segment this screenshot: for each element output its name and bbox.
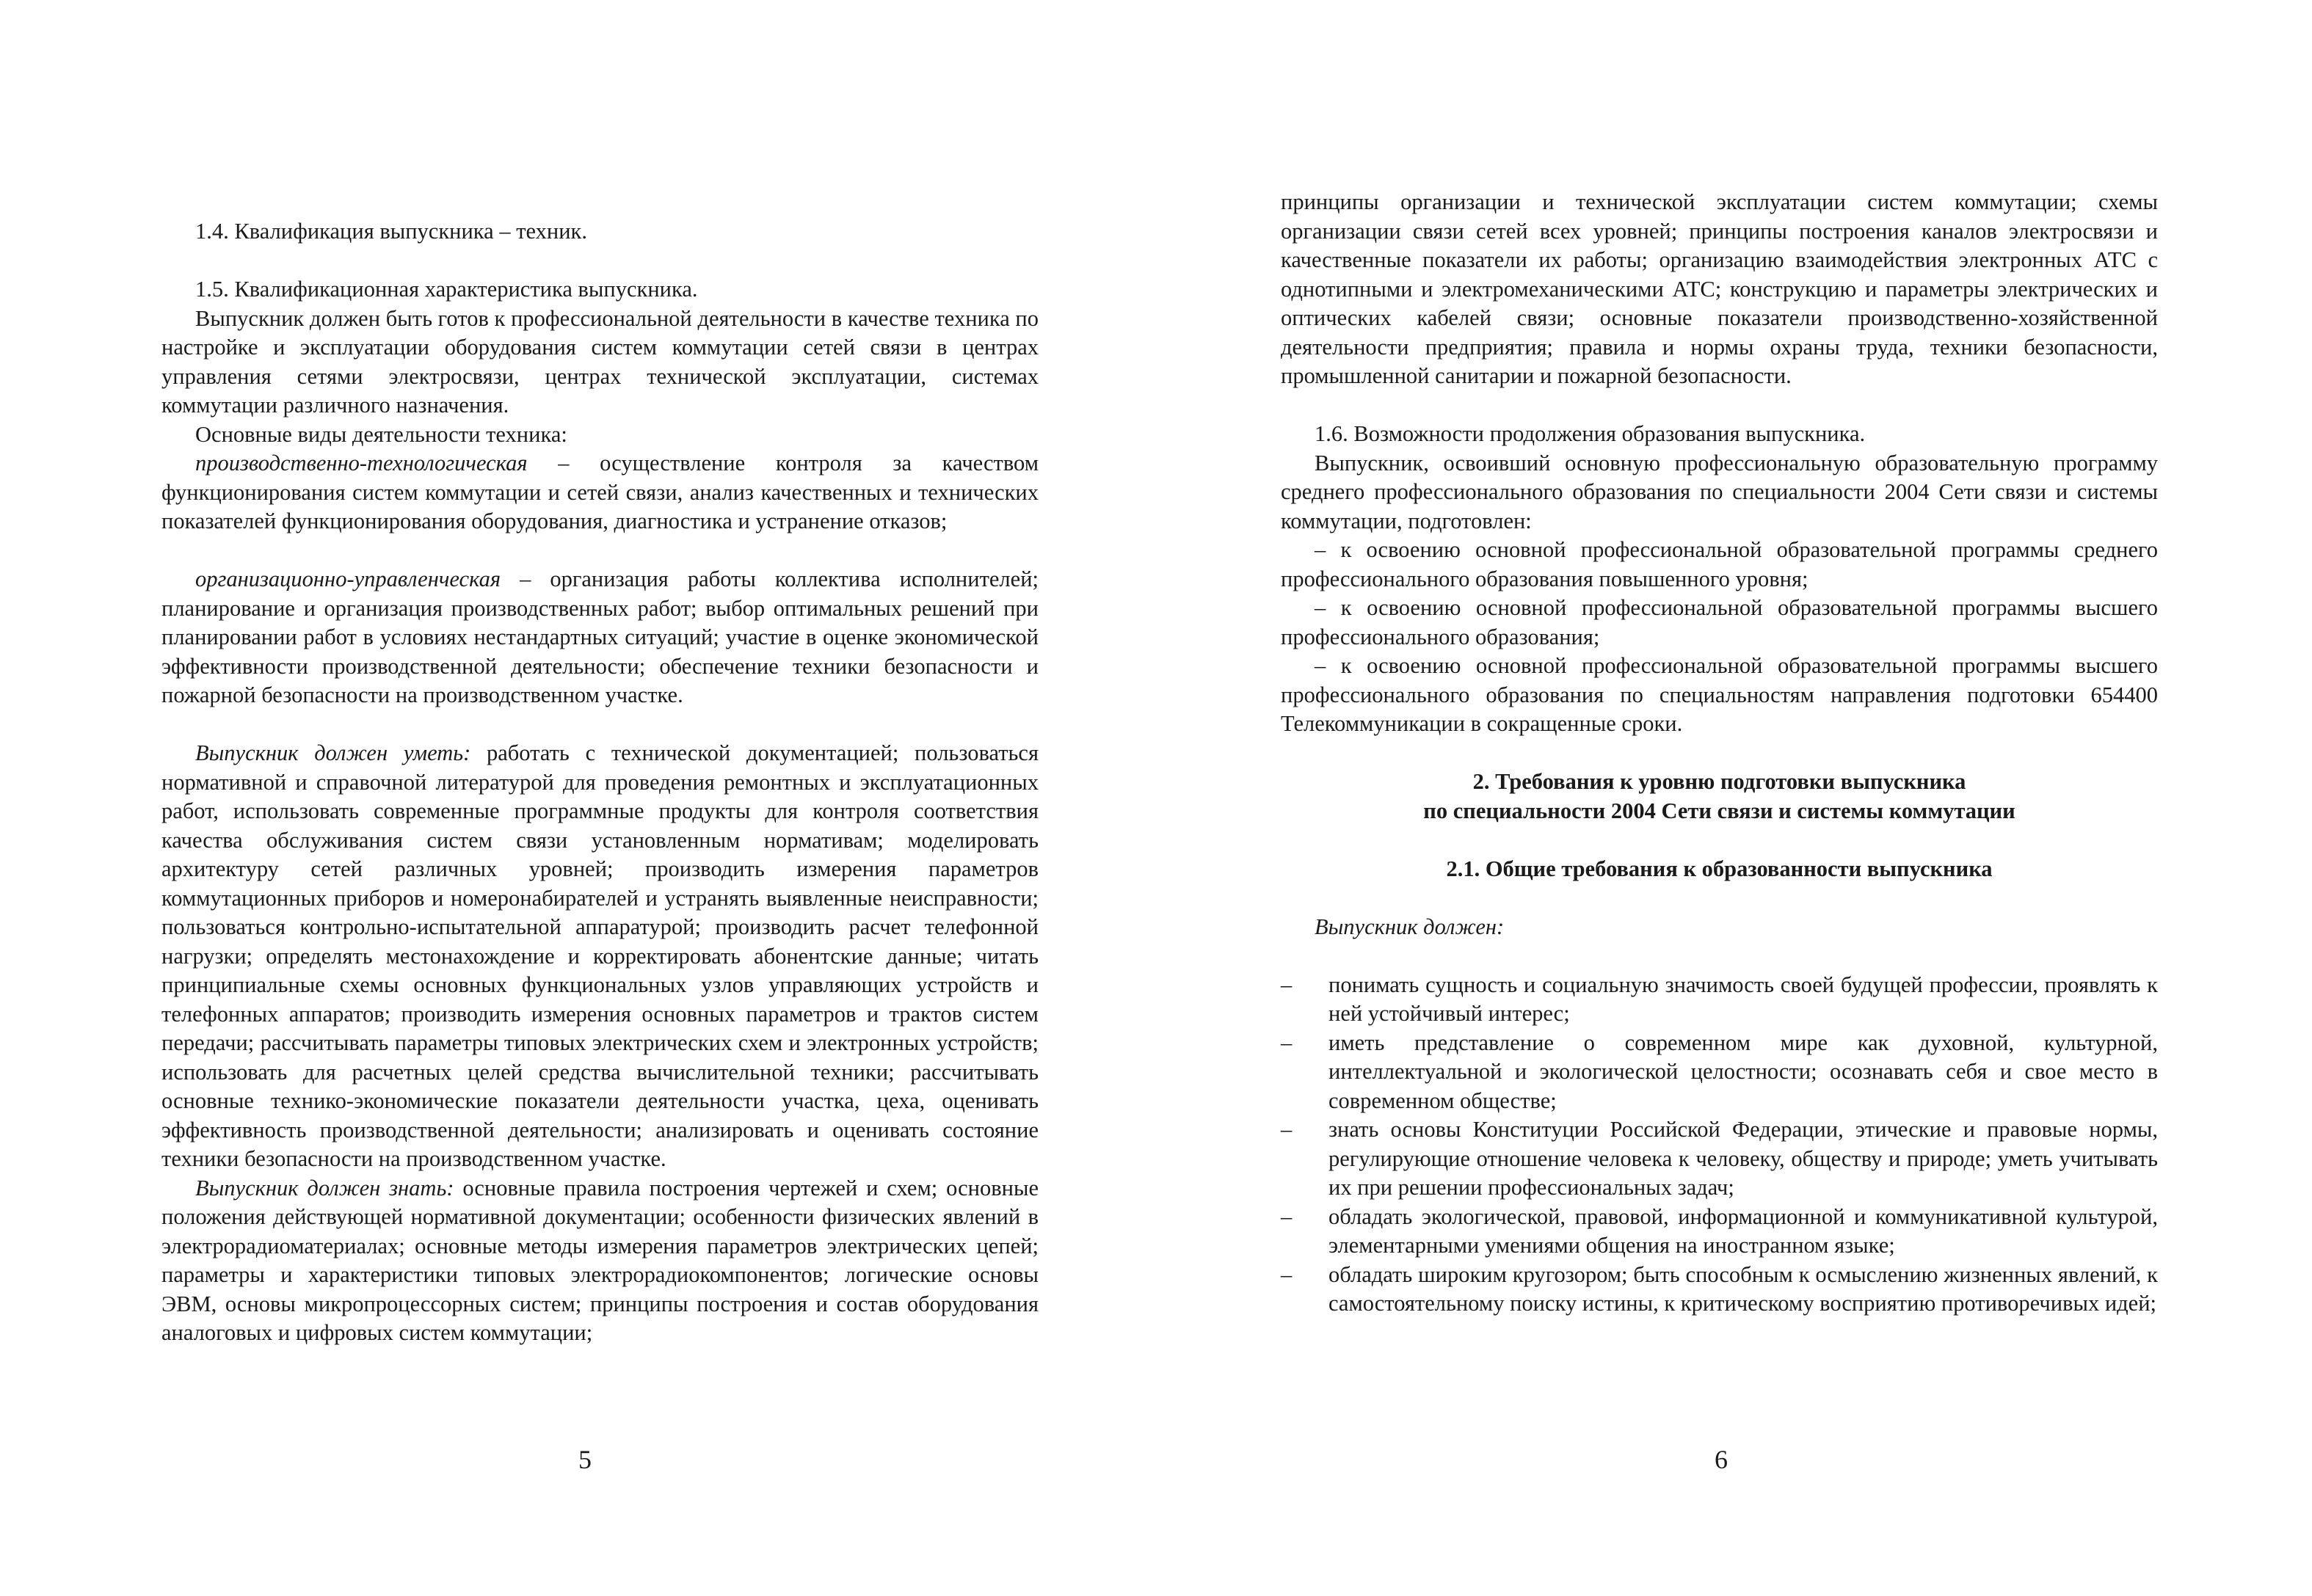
must-lead: Выпускник должен: [1315, 914, 1505, 939]
activity-management-text: – организация работы коллектива исполнителей; планирование и организация производственных работ; выбор оптимальных решений при планировании работ в условиях нестандартных ситуаций; участие в оценке экономической эффективности производственной деятельности; обеспечение техники безопасности и пожарной безопасности на производственном участке. [161, 566, 1039, 707]
requirement-text: обладать широким кругозором; быть способным к осмыслению жизненных явлений, к самостоятельному поиску истины, к критическому восприятию противоречивых идей; [1328, 1261, 2158, 1316]
skills-lead: Выпускник должен уметь: [195, 740, 471, 765]
requirement-item [1281, 971, 2158, 1029]
dash-marker: – [1281, 1030, 1293, 1055]
page-number-left: 5 [578, 1445, 592, 1474]
requirement-text: обладать экологической, правовой, информационной и коммуникативной культурой, элементарными умениями общения на иностранном языке; [1328, 1203, 2158, 1258]
dash-marker: – [1281, 1203, 1293, 1229]
characteristic-text: Выпускник должен быть готов к профессиональной деятельности в качестве техника по настройке и эксплуатации оборудования систем коммутации сетей связи в центрах управления сетями электросвязи, центрах технической эксплуатации, системах коммутации различного назначения. [161, 305, 1039, 418]
dash-marker: – [1281, 1117, 1293, 1142]
section-2-1-title: 2.1. Общие требования к образованности выпускника [1446, 856, 1993, 881]
activity-production-text: – осуществление контроля за качеством функционирования систем коммутации и сетей связи, анализ качественных и технических показателей функционирования оборудования, диагностика и устранение отказов; [161, 451, 1039, 533]
requirement-item [1281, 1115, 2158, 1203]
right-page [1281, 0, 2158, 1319]
requirement-text: знать основы Конституции Российской Федерации, этические и правовые нормы, регулирующие отношение человека к человеку, обществу и природе; уметь учитывать их при решении профессиональных задач; [1328, 1117, 2158, 1200]
dash-marker: – [1281, 1261, 1293, 1287]
skills-paragraph [161, 739, 1039, 1174]
page-number-right: 6 [1715, 1445, 1728, 1474]
left-page [161, 0, 1039, 1348]
activity-production-term: производственно-технологическая [195, 451, 528, 475]
further-item: – к освоению основной профессиональной образовательной программы среднего профессионального образования повышенного уровня; [1281, 537, 2158, 591]
knowledge-lead: Выпускник должен знать: [195, 1175, 454, 1200]
further-education-title: 1.6. Возможности продолжения образования выпускника. [1315, 421, 1866, 446]
requirement-item [1281, 1203, 2158, 1261]
knowledge-paragraph [161, 1174, 1039, 1348]
activity-management [161, 565, 1039, 710]
knowledge-continuation: принципы организации и технической эксплуатации систем коммутации; схемы организации связи сетей всех уровней; принципы построения каналов электросвязи и качественные показатели их работы; организацию взаимодействия электронных АТС с однотипными и электромеханическими АТС; конструкцию и параметры электрических и оптических кабелей связи; основные показатели производственно-хозяйственной деятельности предприятия; правила и нормы охраны труда, техники безопасности, промышленной санитарии и пожарной безопасности. [1281, 189, 2158, 388]
requirement-item [1281, 1029, 2158, 1116]
further-item: – к освоению основной профессиональной образовательной программы высшего профессионального образования; [1281, 595, 2158, 649]
section-2-title: 2. Требования к уровню подготовки выпускника [1472, 769, 1966, 794]
requirement-text: иметь представление о современном мире как духовной, культурной, интеллектуальной и экологической целостности; осознавать себя и свое место в современном обществе; [1328, 1030, 2158, 1113]
activity-management-term: организационно-управленческая [195, 566, 501, 591]
knowledge-text: основные правила построения чертежей и схем; основные положения действующей нормативной документации; особенности физических явлений в электрорадиоматериалах; основные методы измерения параметров электрических цепей; параметры и характеристики типовых электрорадиокомпонентов; логические основы ЭВМ, основы микропроцессорных систем; принципы построения и состав оборудования аналоговых и цифровых систем коммутации; [161, 1175, 1039, 1345]
skills-text: работать с технической документацией; пользоваться нормативной и справочной литературой для проведения ремонтных и эксплуатационных работ, использовать современные программные продукты для контроля соответствия качества обслуживания систем связи установленным нормативам; моделировать архитектуру сетей различных уровней; производить измерения параметров коммутационных приборов и номеронабирателей и устранять выявленные неисправности; пользоваться контрольно-испытательной аппаратурой; производить расчет телефонной нагрузки; определять местонахождение и корректировать абонентские данные; читать принципиальные схемы основных функциональных узлов управляющих устройств и телефонных аппаратов; производить измерения основных параметров и трактов систем передачи; рассчитывать параметры типовых электрических схем и электронных устройств; использовать для расчетных целей средства вычислительной техники; рассчитывать основные технико-экономические показатели деятельности участка, цеха, оценивать эффективность производственной деятельности; анализировать и оценивать состояние техники безопасности на производственном участке. [161, 740, 1039, 1171]
section-2-subtitle: по специальности 2004 Сети связи и системы коммутации [1423, 798, 2015, 823]
characteristic-title: 1.5. Квалификационная характеристика выпускника. [195, 277, 698, 302]
activity-production [161, 449, 1039, 536]
dash-marker: – [1281, 972, 1293, 997]
further-education-text: Выпускник, освоивший основную профессиональную образовательную программу среднего профессионального образования по специальности 2004 Сети связи и системы коммутации, подготовлен: [1281, 450, 2158, 533]
requirement-item [1281, 1261, 2158, 1319]
qualification: 1.4. Квалификация выпускника – техник. [195, 219, 588, 244]
requirement-text: понимать сущность и социальную значимость своей будущей профессии, проявлять к ней устойчивый интерес; [1328, 972, 2158, 1026]
further-item: – к освоению основной профессиональной образовательной программы высшего профессионального образования по специальностям направления подготовки 654400 Телекоммуникации в сокращенные сроки. [1281, 653, 2158, 736]
activities-title: Основные виды деятельности техника: [195, 421, 567, 447]
